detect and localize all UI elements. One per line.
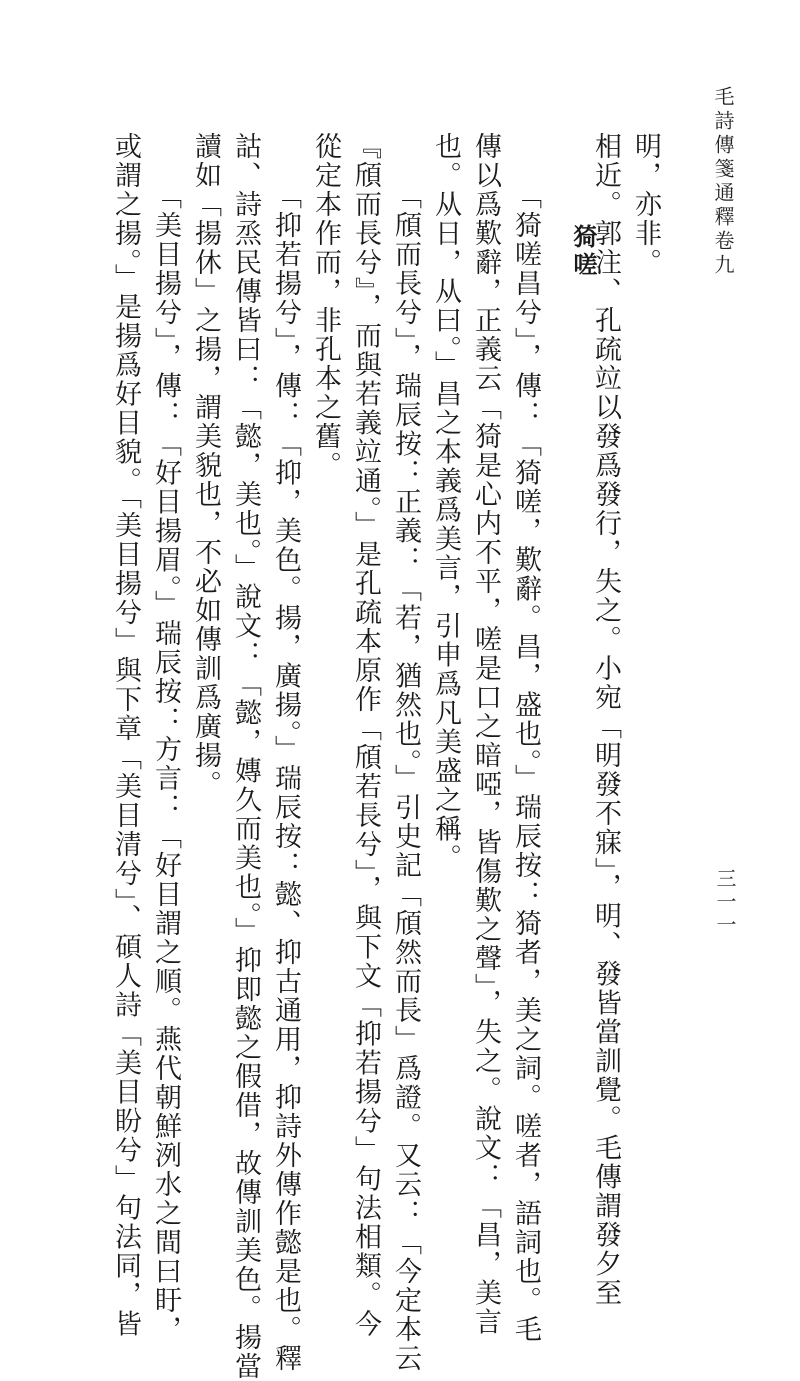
text-column: 「抑若揚兮」，傳：「抑，美色。揚，廣揚。」瑞辰按：懿、抑古通用，抑詩外傳作懿是也。釋 <box>270 182 301 1373</box>
text-column: 明，亦非。 <box>630 132 661 277</box>
text-column: 「頎而長兮」，瑞辰按：正義：「若，猶然也。」引史記「頎然而長」爲證。又云：「今定本云 <box>390 182 421 1373</box>
text-column: 或謂之揚。」是揚爲好目貌。「美目揚兮」與下章「美目清兮」、碩人詩「美目盼兮」句法同，皆 <box>110 132 141 1339</box>
text-column: 讀如「揚休」之揚，謂美貌也，不必如傳訓爲廣揚。 <box>190 132 221 799</box>
text-column: 「美目揚兮」，傳：「好目揚眉。」瑞辰按：方言：「好目謂之順。燕代朝鮮洌水之間曰盱， <box>150 182 181 1344</box>
text-column: 「猗嗟昌兮」，傳：「猗嗟，歎辭。昌，盛也。」瑞辰按：猗者，美之詞。嗟者，語詞也。毛 <box>510 182 541 1344</box>
page-number: 三一一 <box>713 868 737 937</box>
running-header: 毛詩傳箋通釋卷九 <box>711 86 735 278</box>
text-column: 也。从日，从曰。」昌之本義爲美言，引申爲凡美盛之稱。 <box>430 132 461 873</box>
text-column: 傳以爲歎辭，正義云「猗是心内不平，嗟是口之暗啞，皆傷歎之聲」，失之。說文：「昌，美言 <box>470 132 501 1337</box>
text-column: 詁、詩烝民傳皆曰：「懿，美也。」說文：「懿，嫥久而美也。」抑即懿之假借，故傳訓美色。揚當 <box>230 132 261 1381</box>
text-column: 『頎而長兮』，而與若義竝通。」是孔疏本原作「頎若長兮」，與下文「抑若揚兮」句法相類。今 <box>350 132 381 1339</box>
section-heading: 猗嗟 <box>569 224 598 280</box>
text-column: 從定本作而，非孔本之舊。 <box>310 132 341 480</box>
text-column: 相近。郭注、孔疏竝以發爲發行，失之。小宛「明發不寐」，明、發皆當訓覺。毛傳謂發夕至 <box>590 132 621 1308</box>
